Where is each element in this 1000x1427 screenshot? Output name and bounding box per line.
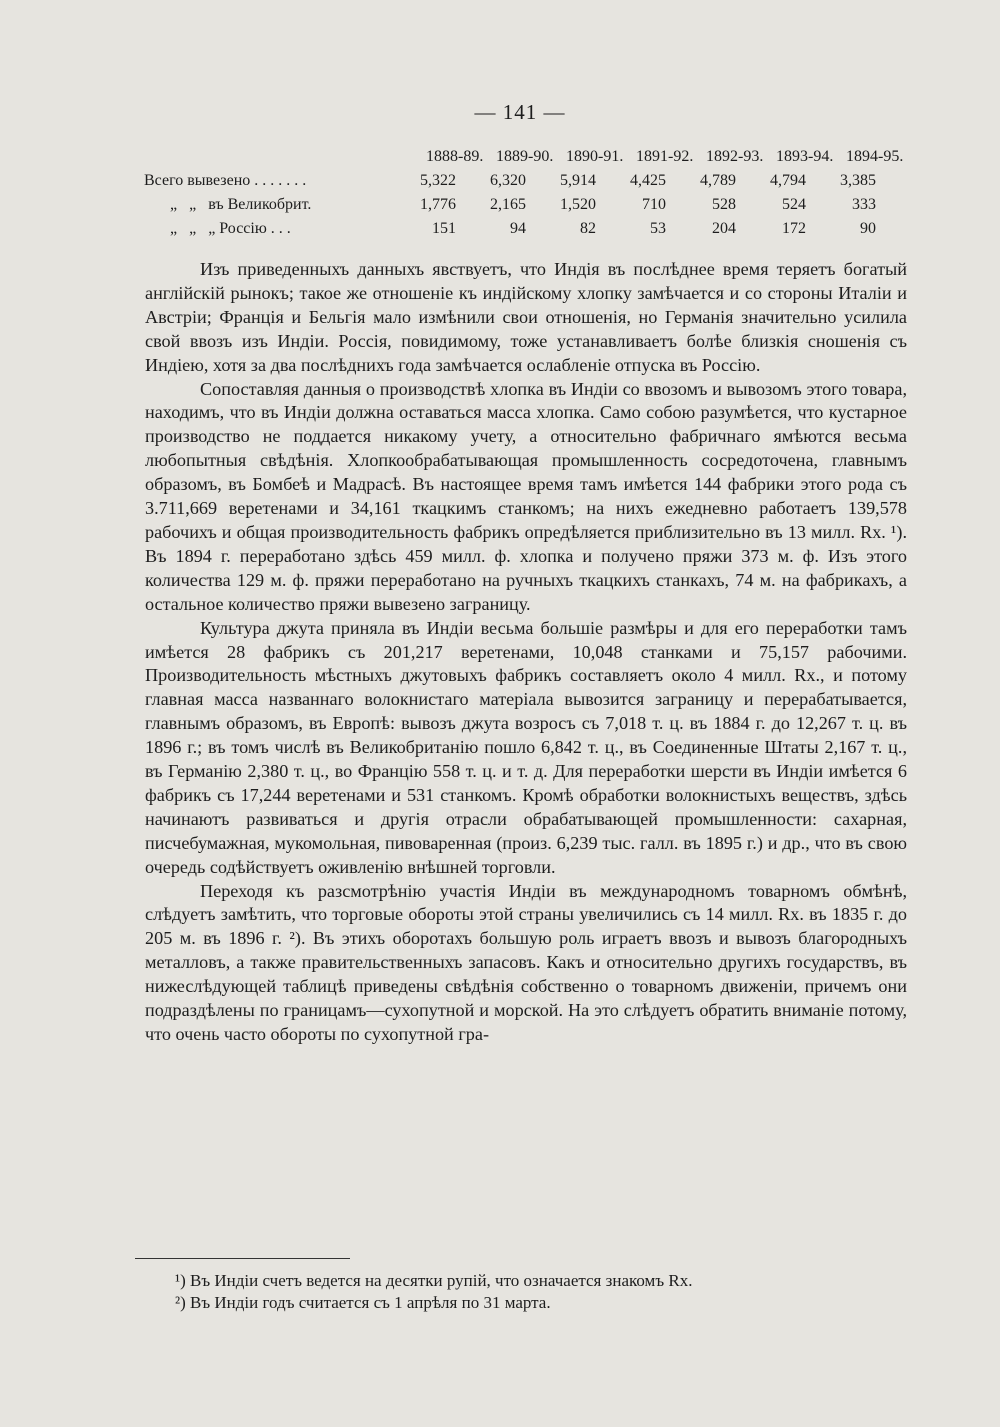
table-cell: 204 — [712, 220, 736, 237]
table-year-header: 1893-94. — [776, 148, 834, 165]
table-year-header: 1894-95. — [846, 148, 904, 165]
paragraph: Переходя къ разсмотрѣнію участія Индіи въ международномъ товарномъ обмѣнѣ, слѣдуетъ замѣтить, что торговые обороты этой страны увеличились съ 14 милл. Rx. въ 1835 г. до 205 м. въ 1896 г. ²). Въ этихъ оборотахъ большую роль играетъ ввозъ и вывозъ благородныхъ металловъ, а также правительственныхъ запасовъ. Какъ и относительно другихъ государствъ, въ нижеслѣдующей таблицѣ приведены свѣдѣнія собственно о товарномъ движеніи, причемъ они подраздѣлены по границамъ—сухопутной и морской. На это слѣдуетъ обратить вниманіе потому, что очень часто обороты по сухопутной гра- — [145, 880, 907, 1044]
table-cell: 524 — [782, 196, 806, 213]
table-cell: 4,794 — [770, 172, 806, 189]
table-cell: 82 — [580, 220, 596, 237]
paragraph: Сопоставляя данныя о производствѣ хлопка въ Индіи со ввозомъ и вывозомъ этого товара, находимъ, что въ Индіи должна оставаться масса хлопка. Само собою разумѣется, что кустарное производство не поддается никакому учету, а относительно фабричнаго ямѣются весьма любопытныя свѣдѣнія. Хлопкообрабатывающая промышленность сосредоточена, главнымъ образомъ, въ Бомбеѣ и Мадрасѣ. Въ настоящее время тамъ имѣется 144 фабрики этого рода съ 3.711,669 веретенами и 34,161 ткацкимъ станкомъ; на нихъ ежедневно работаетъ 139,578 рабочихъ и общая производительность фабрикъ опредѣляется приблизительно въ 13 милл. Rx. ¹). Въ 1894 г. переработано здѣсь 459 милл. ф. хлопка и получено пряжи 373 м. ф. Изъ этого количества 129 м. ф. пряжи переработано на ручныхъ ткацкихъ станкахъ, 74 м. на фабрикахъ, а остальное количество пряжи вывезено заграницу. — [145, 378, 907, 614]
paragraph: Изъ приведенныхъ данныхъ явствуетъ, что Индія въ послѣднее время теряетъ богатый англійскій рынокъ; такое же отношеніе къ индійскому хлопку замѣчается и со стороны Италіи и Австріи; Франція и Бельгія мало измѣнили свои отношенія, но Германія значительно усилила свой ввозъ изъ Индіи. Россія, повидимому, тоже устанавливаетъ болѣе близкія сношенія съ Индіею, хотя за два послѣднихъ года замѣчается ослабленіе отпуска въ Россію. — [145, 259, 907, 375]
table-row — [120, 172, 920, 196]
table-year-header: 1891-92. — [636, 148, 694, 165]
table-cell: 6,320 — [490, 172, 526, 189]
table-cell: 5,322 — [420, 172, 456, 189]
table-cell: 1,776 — [420, 196, 456, 213]
table-row-label: „ „ „ Россію . . . — [170, 220, 291, 237]
table-cell: 333 — [852, 196, 876, 213]
table-cell: 172 — [782, 220, 806, 237]
table-cell: 528 — [712, 196, 736, 213]
table-header-row — [120, 148, 920, 172]
table-year-header: 1890-91. — [566, 148, 624, 165]
table-cell: 3,385 — [840, 172, 876, 189]
table-cell: 4,789 — [700, 172, 736, 189]
table-cell: 151 — [432, 220, 456, 237]
page-number: — 141 — — [474, 100, 566, 124]
table-cell: 2,165 — [490, 196, 526, 213]
table-cell: 4,425 — [630, 172, 666, 189]
table-cell: 710 — [642, 196, 666, 213]
paragraph: Культура джута приняла въ Индіи весьма большіе размѣры и для его переработки тамъ имѣется 28 фабрикъ съ 201,217 веретенами, 10,048 станками и 75,157 рабочими. Производительность мѣстныхъ джутовыхъ фабрикъ составляетъ около 4 милл. Rx., и потому главная масса названнаго волокнистаго матеріала вывозится заграницу и перерабатывается, главнымъ образомъ, въ Европѣ: вывозъ джута возросъ съ 7,018 т. ц. въ 1884 г. до 12,267 т. ц. въ 1896 г.; въ томъ числѣ въ Великобританію пошло 6,842 т. ц., въ Соединенные Штаты 2,167 т. ц., въ Германію 2,380 т. ц., во Францію 558 т. ц. и т. д. Для переработки шерсти въ Индіи имѣется 6 фабрикъ съ 17,244 веретенами и 531 станкомъ. Кромѣ обработки волокнистыхъ веществъ, здѣсь начинаютъ развиваться и другія отрасли обрабатывающей промышленности: сахарная, писчебумажная, мукомольная, пивоваренная (произ. 6,239 тыс. галл. въ 1895 г.) и др., что въ свою очередь содѣйствуетъ оживленію внѣшней торговли. — [145, 617, 907, 877]
table-row-label: Всего вывезено . . . . . . . — [144, 172, 307, 189]
table-row — [120, 220, 920, 244]
footnote-divider — [135, 1258, 350, 1259]
table-cell: 5,914 — [560, 172, 596, 189]
table-year-header: 1888-89. — [426, 148, 484, 165]
table-cell: 53 — [650, 220, 666, 237]
table-cell: 90 — [860, 220, 876, 237]
footnote: ¹) Въ Индіи счетъ ведется на десятки рупій, что означается знакомъ Rx. — [175, 1271, 693, 1290]
table-year-header: 1892-93. — [706, 148, 764, 165]
table-cell: 1,520 — [560, 196, 596, 213]
body-text — [145, 258, 907, 1047]
footnote: ²) Въ Индіи годъ считается съ 1 апрѣля по 31 марта. — [175, 1293, 551, 1312]
table-row-label: „ „ въ Великобрит. — [170, 196, 312, 213]
table-row — [120, 196, 920, 220]
table-cell: 94 — [510, 220, 526, 237]
table-year-header: 1889-90. — [496, 148, 554, 165]
export-table — [120, 148, 920, 244]
footnotes — [175, 1270, 915, 1314]
